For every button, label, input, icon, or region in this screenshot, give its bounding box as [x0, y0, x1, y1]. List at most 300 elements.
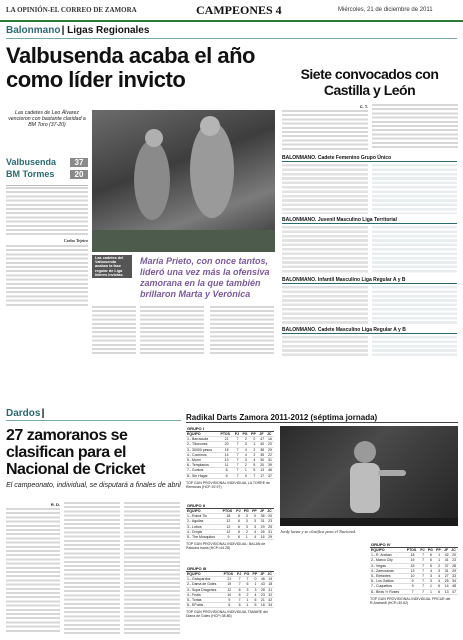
column-header: PG	[243, 572, 251, 577]
table-cell: 0	[241, 473, 250, 478]
table-cell: 7	[243, 577, 251, 582]
table-cell: 43	[260, 582, 265, 587]
table-cell: 13	[220, 457, 234, 462]
standings-list	[372, 336, 457, 356]
table-cell: 1	[435, 553, 443, 558]
table-cell: 5	[252, 603, 260, 608]
table-cell: 12	[222, 529, 236, 534]
darts-photo	[280, 426, 458, 526]
darts-photo-caption: Jordy lanza y se clasifica para el Nacional.	[280, 529, 357, 534]
section-divider: |	[41, 408, 45, 419]
results-list	[282, 286, 368, 324]
table-cell: 7	[234, 463, 242, 468]
table-cell: 3	[243, 524, 251, 529]
table-cell: 6	[427, 553, 435, 558]
table-cell: 42	[444, 553, 449, 558]
paper-name: LA OPINIÓN-EL CORREO DE ZAMORA	[6, 6, 137, 14]
column-header: PP	[250, 432, 258, 437]
table-cell: 19	[223, 582, 236, 587]
column-header: EQUIPO	[186, 509, 222, 514]
table-cell: 6	[220, 473, 234, 478]
column-header: JF	[259, 509, 266, 514]
darts-byline: R. D.	[50, 502, 60, 507]
table-cell: 9	[222, 534, 236, 539]
table-body	[282, 164, 457, 214]
darts-body-col3	[124, 502, 180, 634]
lead-byline: Carlos Tejeiro	[63, 238, 88, 243]
lead-body-col2	[140, 306, 204, 354]
table-cell: 8	[220, 468, 234, 473]
darts-section-name: Dardos	[6, 408, 41, 419]
table-cell: 42	[268, 598, 273, 603]
table-cell: 23	[452, 558, 457, 563]
table-cell: 1	[252, 582, 260, 587]
lead-body-col4	[92, 306, 136, 354]
table-row	[370, 568, 458, 573]
table-row	[186, 534, 274, 539]
score-points-home: 37	[70, 158, 88, 167]
table-cell: 4.- Cochinos	[186, 452, 220, 457]
group-table-1	[186, 426, 274, 489]
table-row	[370, 589, 458, 594]
table-cell: 4	[251, 534, 259, 539]
section-subtitle: Ligas Regionales	[67, 25, 150, 36]
darts-headline: 27 zamoranos se clasifican para el Nacional de Cricket	[6, 427, 145, 478]
table-cell: 6	[235, 534, 242, 539]
group-name: GRUPO II	[186, 503, 274, 509]
column-header: JC	[266, 572, 274, 577]
group-standings-table	[186, 426, 274, 479]
table-cell: 16	[266, 437, 274, 442]
table-cell: 21	[223, 577, 236, 582]
column-header: PJ	[235, 509, 242, 514]
table-cell: 1	[427, 589, 435, 594]
table-cell: 1.- Barracuda	[186, 437, 220, 442]
table-cell: 2	[243, 529, 251, 534]
group-name: GRUPO III	[186, 566, 274, 572]
column-header: JC	[266, 509, 274, 514]
table-cell: 23	[260, 592, 265, 597]
table-cell: 16	[260, 535, 265, 540]
table-cell: 7	[419, 563, 426, 568]
table-row	[186, 597, 274, 602]
column-header: PG	[243, 509, 251, 514]
table-cell: 1.- R. Arahan	[370, 553, 406, 558]
table-cell: 6.- Los Gatitos	[370, 579, 406, 584]
table-cell: 9	[406, 579, 420, 584]
score-row-away	[6, 168, 88, 180]
table-cell: 6.- Templarios	[186, 463, 220, 468]
table-cell: 13	[260, 468, 265, 473]
column-header: PTOS	[223, 572, 236, 577]
table-cell: 3	[252, 587, 260, 592]
table-cell: 0	[251, 514, 259, 519]
side-body-col2	[372, 104, 458, 150]
radikal-title: Radikal Darts Zamora 2011-2012 (séptima jornada)	[186, 413, 458, 423]
column-header: JC	[450, 548, 458, 553]
table-cell: 2	[250, 452, 258, 457]
table-cell: 11	[220, 463, 234, 468]
table-cell: 7	[419, 589, 426, 594]
section-name: Balonmano	[6, 25, 61, 36]
column-header: PP	[252, 572, 260, 577]
table-cell: 4.- Frutis	[186, 592, 223, 597]
section-bar	[6, 25, 457, 39]
table-cell: 6	[235, 514, 242, 519]
top-gun-note: TOP GUN PROVISIONAL INDIVIDUAL LA TORRE de Remonas (HCP-92.97)	[186, 480, 270, 489]
table-body	[282, 286, 457, 324]
table-cell: 7.- Gurkos	[186, 468, 220, 473]
table-cell: 37	[444, 563, 449, 568]
table-title: BALONMANO. Cadete Femenino Grupo Único	[282, 155, 457, 162]
table-cell: 5.- The Mosquitos	[186, 534, 222, 539]
table-cell: 1	[241, 468, 250, 473]
photo-figures	[92, 110, 275, 252]
table-cell: 30	[260, 458, 265, 463]
table-cell: 2	[241, 437, 250, 442]
table-body	[282, 226, 457, 274]
table-body	[282, 336, 457, 356]
table-cell: 40	[260, 442, 265, 447]
table-header-row	[186, 509, 274, 514]
table-cell: 19	[406, 558, 420, 563]
table-cell: 37	[266, 473, 274, 478]
table-row	[186, 603, 274, 608]
table-cell: 18	[268, 582, 273, 587]
table-cell: 14	[220, 452, 234, 457]
table-cell: 2.- Tiburones	[186, 442, 220, 447]
lead-body-col1	[6, 185, 88, 305]
masthead	[0, 0, 463, 22]
issue-date: Miércoles, 21 de diciembre de 2011	[338, 7, 433, 13]
table-cell: 47	[260, 437, 265, 442]
table-cell: 20	[260, 463, 265, 468]
table-cell: 28	[452, 563, 457, 568]
table-cell: 29	[268, 535, 273, 540]
table-row	[186, 524, 274, 529]
table-cell: 32	[268, 592, 273, 597]
group-table-2	[186, 503, 274, 550]
table-cell: 3	[241, 442, 250, 447]
table-cell: 4	[435, 579, 443, 584]
table-cell: 6	[235, 519, 242, 524]
table-cell: 31	[444, 568, 449, 573]
table-cell: 5.- Tortas	[186, 597, 223, 602]
column-header: JF	[260, 572, 265, 577]
table-cell: 18	[406, 553, 420, 558]
table-cell: 47	[452, 589, 457, 594]
table-cell: 18	[222, 514, 236, 519]
table-row	[370, 573, 458, 578]
table-cell: 1	[243, 603, 251, 608]
table-cell: 2.- Aguilas	[186, 519, 222, 524]
table-cell: 23	[268, 519, 273, 524]
table-row	[370, 563, 458, 568]
table-cell: 29	[266, 447, 274, 452]
table-cell: 6	[236, 587, 243, 592]
table-cell: 10	[406, 573, 420, 578]
table-cell: 33	[452, 574, 457, 579]
scorebox	[6, 156, 88, 182]
table-cell: 4	[251, 529, 259, 534]
table-cell: 2	[435, 563, 443, 568]
table-cell: 6	[243, 582, 251, 587]
photo-caption: María Prieto, con once tantos, lideró una vez más la ofensiva zamorana en la que también brillaron Marta y Verónica	[140, 256, 270, 299]
table-cell: 25	[260, 529, 265, 534]
standings-list	[372, 164, 457, 214]
table-cell: 3.- Lobos	[186, 524, 222, 529]
group-standings-table	[370, 542, 458, 595]
table-cell: 6	[223, 603, 236, 608]
table-cell: 7	[419, 584, 426, 589]
top-gun-note: TOP GUN PROVISIONAL INDIVIDUAL TAMARE del Diana de Goles (HCP=38.86)	[186, 610, 268, 619]
table-cell: 25	[444, 579, 449, 584]
table-cell: 9	[406, 584, 420, 589]
table-cell: 4	[250, 457, 258, 462]
table-cell: 2	[243, 592, 251, 597]
table-cell: 7	[236, 582, 243, 587]
group-table-3	[186, 566, 274, 618]
table-cell: 7	[234, 437, 242, 442]
table-cell: 7	[234, 457, 242, 462]
column-header: EQUIPO	[186, 572, 223, 577]
table-cell: 6	[435, 589, 443, 594]
table-cell: 31	[268, 587, 273, 592]
table-cell: 7	[234, 468, 242, 473]
table-cell: 0	[250, 437, 258, 442]
table-cell: 3.- Supa Dragones	[186, 587, 223, 592]
table-row	[186, 514, 274, 519]
table-cell: 7	[419, 553, 426, 558]
table-cell: 34	[452, 579, 457, 584]
table-cell: 6	[235, 524, 242, 529]
table-row	[186, 519, 274, 524]
group-name: GRUPO I	[186, 426, 274, 432]
table-cell: 20	[266, 442, 274, 447]
table-row	[186, 592, 274, 597]
table-cell: 20	[452, 553, 457, 558]
table-cell: 5	[250, 463, 258, 468]
table-cell: 4	[241, 452, 250, 457]
table-cell: 46	[260, 577, 265, 582]
top-gun-note: TOP GUN PROVISIONAL INDIVIDUAL FPICUE del R.Arahan8 (HCP=30.62)	[370, 596, 451, 605]
table-cell: 7	[236, 577, 243, 582]
side-body-col1	[282, 110, 368, 150]
table-cell: 7	[234, 447, 242, 452]
table-cell: 6	[435, 584, 443, 589]
table-row	[370, 553, 458, 558]
group-standings-table	[186, 503, 274, 540]
table-cell: 20	[268, 514, 273, 519]
section-divider: |	[61, 25, 68, 36]
table-cell: 7	[419, 558, 426, 563]
column-header: EQUIPO	[370, 548, 406, 553]
table-row	[186, 529, 274, 534]
table-cell: 2.- Marco City	[370, 558, 406, 563]
side-headline: Siete convocados con Castilla y León	[300, 66, 439, 98]
table-cell: 4	[427, 568, 435, 573]
score-points-away: 20	[70, 170, 88, 179]
column-header: PG	[427, 548, 435, 553]
table-cell: 7	[236, 597, 243, 602]
table-cell: 7	[250, 473, 258, 478]
table-cell: 7	[234, 442, 242, 447]
table-cell: 4.- Zamoranas	[370, 568, 406, 573]
results-list	[282, 226, 368, 274]
table-cell: 4.- Dropis	[186, 529, 222, 534]
darts-deck: El campeonato, individual, se disputará a finales de abril	[6, 482, 181, 489]
table-row	[370, 558, 458, 563]
darts-section-bar	[6, 408, 181, 421]
table-cell: 12	[222, 524, 236, 529]
results-list	[282, 164, 368, 214]
table-cell: 3	[243, 514, 251, 519]
column-header: PTOS	[222, 509, 236, 514]
table-cell: 3	[435, 568, 443, 573]
table-cell: 7.- Cuquettos	[370, 584, 406, 589]
column-header: PJ	[419, 548, 426, 553]
table-cell: 15	[406, 563, 420, 568]
table-cell: 31	[260, 519, 265, 524]
table-cell: 6	[252, 597, 260, 602]
table-cell: 12	[223, 587, 236, 592]
group-standings-table	[186, 566, 274, 608]
results-list	[282, 336, 368, 356]
table-cell: 13	[444, 589, 449, 594]
table-cell: 34	[268, 603, 273, 608]
table-cell: 1	[435, 558, 443, 563]
table-cell: 2	[250, 447, 258, 452]
table-cell: 1	[427, 584, 435, 589]
table-row	[186, 587, 274, 592]
table-cell: 5.- Mumi	[186, 457, 220, 462]
table-title: BALONMANO. Infantil Masculino Liga Regular A y B	[282, 277, 457, 284]
column-header: PTOS	[406, 548, 420, 553]
lead-headline: Valbusenda acaba el año como líder invicto	[6, 43, 255, 92]
table-cell: 10	[223, 592, 236, 597]
table-cell: 28	[260, 587, 265, 592]
table-cell: 8.- Birds 'n' Roses	[370, 589, 406, 594]
table-cell: 17	[260, 473, 265, 478]
score-team-away: BM Tormes	[6, 169, 55, 179]
side-byline: C. T.	[359, 104, 368, 109]
table-cell: 3	[427, 573, 435, 578]
table-cell: 3	[427, 579, 435, 584]
score-row-home	[6, 156, 88, 168]
table-cell: 7	[406, 589, 420, 594]
table-cell: 29	[260, 524, 265, 529]
column-header: PG	[241, 432, 250, 437]
lead-body-col3	[210, 306, 274, 354]
table-cell: 3	[243, 587, 251, 592]
table-cell: 6	[236, 592, 243, 597]
table-cell: 31	[266, 457, 274, 462]
table-cell: 20	[220, 442, 234, 447]
column-header: EQUIPO	[186, 432, 220, 437]
table-cell: 3	[251, 519, 259, 524]
table-cell: 4	[435, 573, 443, 578]
column-header: PJ	[234, 432, 242, 437]
column-header: PTOS	[220, 432, 234, 437]
table-cell: 48	[452, 584, 457, 589]
table-cell: 6	[427, 558, 435, 563]
table-cell: 1	[243, 597, 251, 602]
table-header-row	[370, 548, 458, 553]
table-cell: 7	[419, 573, 426, 578]
lead-deck: Las cadetes de Leo Álvarez vencieron con bastante claridad a BM Toro (37-20)	[8, 110, 86, 129]
table-cell: 12	[222, 519, 236, 524]
column-header: JC	[266, 432, 274, 437]
table-row	[186, 582, 274, 587]
group-name: GRUPO IV	[370, 542, 458, 548]
table-cell: 14	[444, 584, 449, 589]
table-cell: 1.- Gatopardos	[186, 577, 223, 582]
table-cell: 6	[235, 529, 242, 534]
table-cell: 16	[260, 603, 265, 608]
table-cell: 6.- EPubis	[186, 603, 223, 608]
text-lines	[6, 245, 88, 307]
table-cell: 13	[406, 568, 420, 573]
table-cell: 25	[268, 524, 273, 529]
results-tables	[282, 155, 457, 356]
table-cell: 5	[250, 468, 258, 473]
lead-photo	[92, 110, 275, 252]
standings-list	[372, 226, 457, 274]
photo-player	[280, 426, 458, 526]
column-header: JF	[258, 432, 266, 437]
table-cell: 3.- Vegas	[370, 563, 406, 568]
table-cell: 6	[236, 603, 243, 608]
table-cell: 15	[220, 447, 234, 452]
table-cell: 22	[266, 452, 274, 457]
table-cell: 7	[419, 568, 426, 573]
table-cell: 27	[444, 574, 449, 579]
column-header: PJ	[236, 572, 243, 577]
table-cell: 3	[251, 524, 259, 529]
top-gun-note: TOP GUN PROVISIONAL INDIVIDUAL: BALAN de Palacios Isaris (HCP=44.28)	[186, 542, 266, 551]
table-cell: 2	[241, 463, 250, 468]
table-cell: 3	[241, 457, 250, 462]
table-cell: 41	[444, 558, 449, 563]
table-cell: 3.- 30000 pesos	[186, 447, 220, 452]
section-title: CAMPEONES 4	[196, 3, 282, 17]
table-cell: 4	[241, 447, 250, 452]
table-cell: 2.- Dama de Goles	[186, 582, 223, 587]
darts-body-col2	[64, 502, 120, 634]
standings-list	[372, 286, 457, 324]
table-cell: 39	[266, 463, 274, 468]
table-cell: 8.- Sin Hogar	[186, 473, 220, 478]
table-cell: 1.- Robot Tin	[186, 514, 222, 519]
table-row	[186, 473, 274, 478]
table-cell: 7	[234, 473, 242, 478]
photo-ribbon: Las cadetes del Valbusenda acaban la fase regular de Liga líderes invictas.	[92, 255, 132, 278]
table-cell: 29	[452, 568, 457, 573]
table-cell: 38	[260, 447, 265, 452]
table-title: BALONMANO. Juvenil Masculino Liga Territorial	[282, 217, 457, 224]
table-cell: 19	[268, 577, 273, 582]
darts-body-col1	[6, 508, 60, 634]
table-cell: 9	[223, 597, 236, 602]
table-cell: 35	[260, 514, 265, 519]
column-header: PP	[251, 509, 259, 514]
column-header: JF	[443, 548, 450, 553]
score-team-home: Valbusenda	[6, 157, 57, 167]
table-title: BALONMANO. Cadete Masculino Liga Regular A y B	[282, 327, 457, 334]
divider	[6, 185, 88, 186]
table-cell: 31	[268, 529, 273, 534]
table-cell: 0	[252, 577, 260, 582]
